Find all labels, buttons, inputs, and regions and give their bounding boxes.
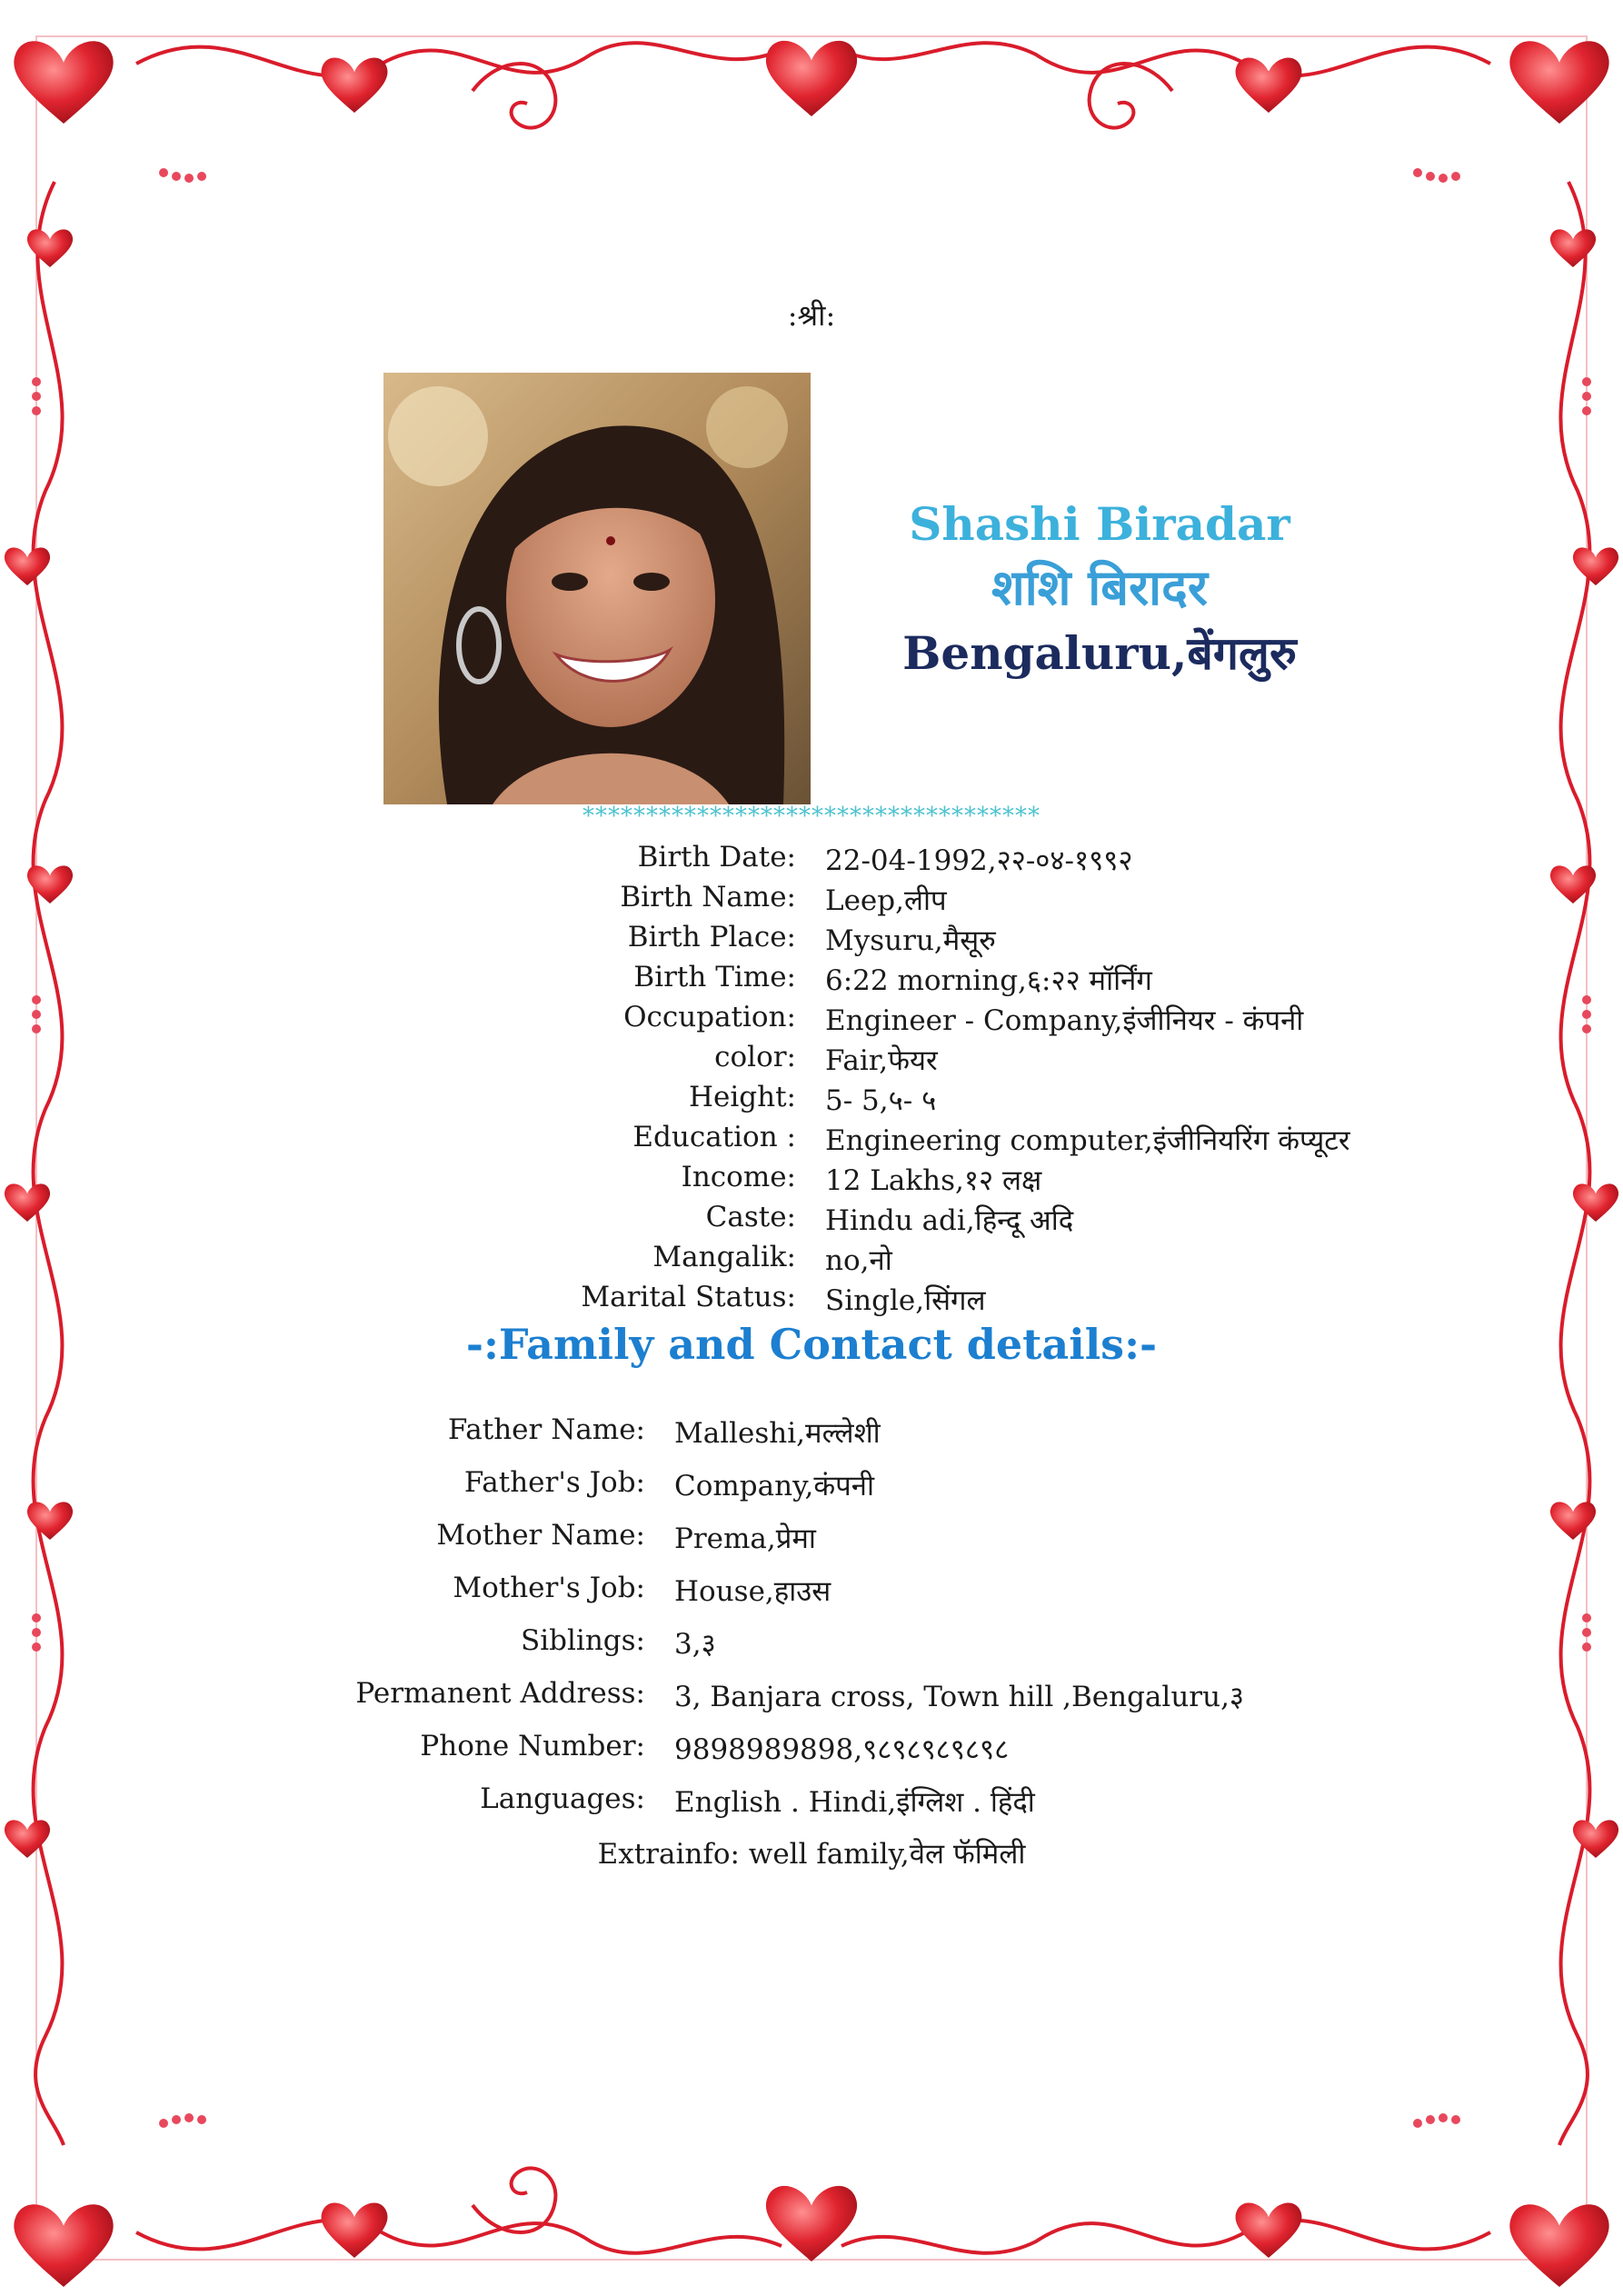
star-separator: ************************************: [582, 803, 1041, 830]
detail-value: 12 Lakhs,१२ लक्ष: [825, 1164, 1042, 1197]
family-row-mother-name: [0, 1519, 1623, 1559]
extra-info: Extrainfo: well family,वेल फॅमिली: [597, 1838, 1026, 1871]
family-value: 3, Banjara cross, Town hill ,Bengaluru,३: [674, 1681, 1245, 1713]
detail-value: 5- 5,५- ५: [825, 1084, 937, 1117]
detail-row-color: [0, 1041, 1623, 1081]
detail-value: Mysuru,मैसूरु: [825, 924, 996, 957]
family-row-languages: [0, 1782, 1623, 1822]
name-english: Shashi Biradar: [909, 497, 1290, 551]
detail-row-education: [0, 1121, 1623, 1161]
detail-row-birth-time: [0, 961, 1623, 1001]
family-value: Malleshi,मल्लेशी: [674, 1417, 881, 1450]
family-label: Phone Number:: [420, 1730, 645, 1762]
detail-label: color:: [714, 1041, 796, 1073]
family-value: 3,३: [674, 1628, 716, 1661]
family-row-phone: [0, 1730, 1623, 1770]
family-label: Father's Job:: [463, 1466, 645, 1499]
detail-value: Engineering computer,इंजीनियरिंग कंप्यूटर: [825, 1124, 1350, 1157]
detail-label: Income:: [681, 1161, 796, 1193]
detail-row-income: [0, 1161, 1623, 1201]
detail-label: Birth Name:: [620, 881, 796, 913]
detail-label: Occupation:: [623, 1001, 796, 1033]
family-value: Prema,प्रेमा: [674, 1522, 816, 1555]
detail-value: Fair,फेयर: [825, 1044, 938, 1077]
family-label: Mother's Job:: [453, 1572, 645, 1604]
detail-label: Education :: [632, 1121, 796, 1153]
family-label: Siblings:: [521, 1624, 645, 1657]
detail-label: Birth Place:: [627, 921, 796, 953]
detail-label: Marital Status:: [581, 1281, 796, 1313]
profile-photo: [383, 373, 811, 804]
family-row-siblings: [0, 1624, 1623, 1664]
detail-row-birth-date: [0, 841, 1623, 881]
family-label: Languages:: [480, 1782, 645, 1815]
family-row-mother-job: [0, 1572, 1623, 1612]
detail-label: Mangalik:: [652, 1241, 796, 1273]
detail-value: 6:22 morning,६:२२ मॉर्निंग: [825, 964, 1152, 997]
city-name: Bengaluru,बेंगलुरु: [902, 626, 1297, 680]
detail-row-height: [0, 1081, 1623, 1121]
detail-label: Caste:: [705, 1201, 796, 1233]
family-row-address: [0, 1677, 1623, 1717]
family-row-father-name: [0, 1413, 1623, 1453]
detail-value: Leep,लीप: [825, 884, 947, 917]
family-label: Mother Name:: [436, 1519, 645, 1552]
detail-value: Engineer - Company,इंजीनियर - कंपनी: [825, 1004, 1304, 1037]
detail-value: Single,सिंगल: [825, 1284, 986, 1317]
detail-row-caste: [0, 1201, 1623, 1241]
detail-row-occupation: [0, 1001, 1623, 1041]
detail-row-mangalik: [0, 1241, 1623, 1281]
detail-row-marital-status: [0, 1281, 1623, 1321]
detail-label: Height:: [688, 1081, 796, 1113]
detail-label: Birth Time:: [633, 961, 796, 993]
family-value: 9898989898,९८९८९८९८९८: [674, 1733, 1010, 1766]
family-label: Father Name:: [447, 1413, 645, 1446]
profile-header: [872, 495, 1327, 686]
detail-row-birth-place: [0, 921, 1623, 961]
family-label: Permanent Address:: [355, 1677, 645, 1710]
name-hindi: शशि बिरादर: [991, 558, 1208, 616]
detail-row-birth-name: [0, 881, 1623, 921]
family-value: Company,कंपनी: [674, 1470, 874, 1502]
detail-value: 22-04-1992,२२-०४-१९९२: [825, 844, 1133, 877]
detail-value: Hindu adi,हिन्दू अदि: [825, 1204, 1074, 1237]
detail-value: no,नो: [825, 1244, 892, 1277]
family-row-father-job: [0, 1466, 1623, 1506]
family-value: House,हाउस: [674, 1575, 831, 1608]
family-section-title: -:Family and Contact details:-: [465, 1320, 1158, 1369]
family-value: English . Hindi,इंग्लिश . हिंदी: [674, 1786, 1035, 1819]
invocation-text: :श्री:: [787, 298, 836, 333]
detail-label: Birth Date:: [637, 841, 796, 873]
